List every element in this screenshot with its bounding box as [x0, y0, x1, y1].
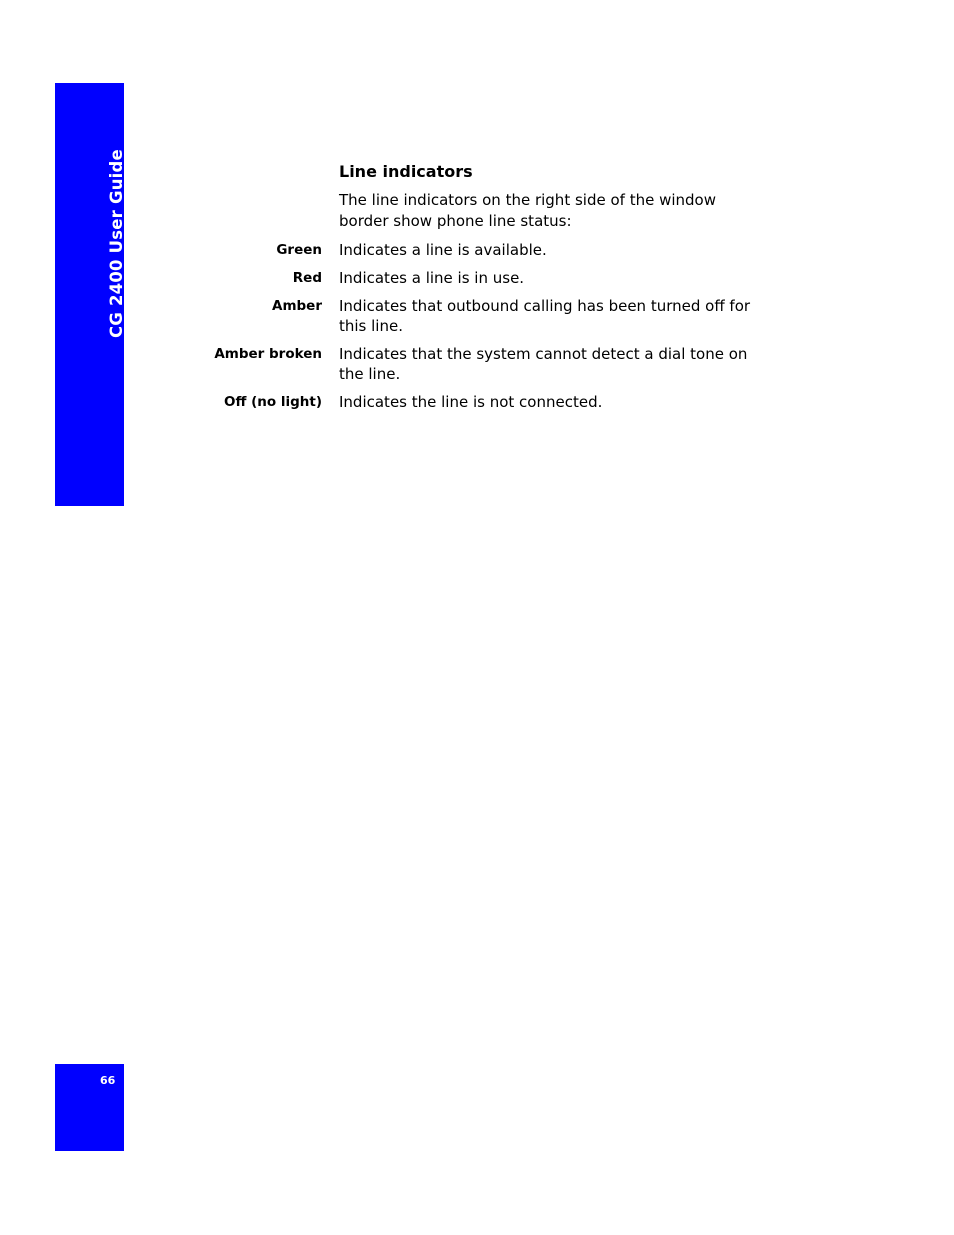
term-green: Green [276, 242, 322, 258]
description-amber-broken: Indicates that the system cannot detect a dial tone on the line. [339, 345, 748, 383]
description-red: Indicates a line is in use. [339, 269, 525, 287]
description-off: Indicates the line is not connected. [339, 393, 603, 411]
term-amber: Amber [272, 298, 322, 314]
term-red: Red [292, 270, 322, 286]
description-amber: Indicates that outbound calling has been turned off for this line. [339, 297, 751, 335]
term-amber-broken: Amber broken [214, 346, 322, 362]
section-heading: Line indicators [339, 162, 473, 181]
term-off: Off (no light) [223, 394, 322, 410]
description-green: Indicates a line is available. [339, 241, 547, 259]
document-title: CG 2400 User Guide [107, 149, 126, 338]
intro-paragraph: The line indicators on the right side of the window border show phone line status: [339, 191, 716, 230]
page-number: 66 [100, 1074, 116, 1087]
